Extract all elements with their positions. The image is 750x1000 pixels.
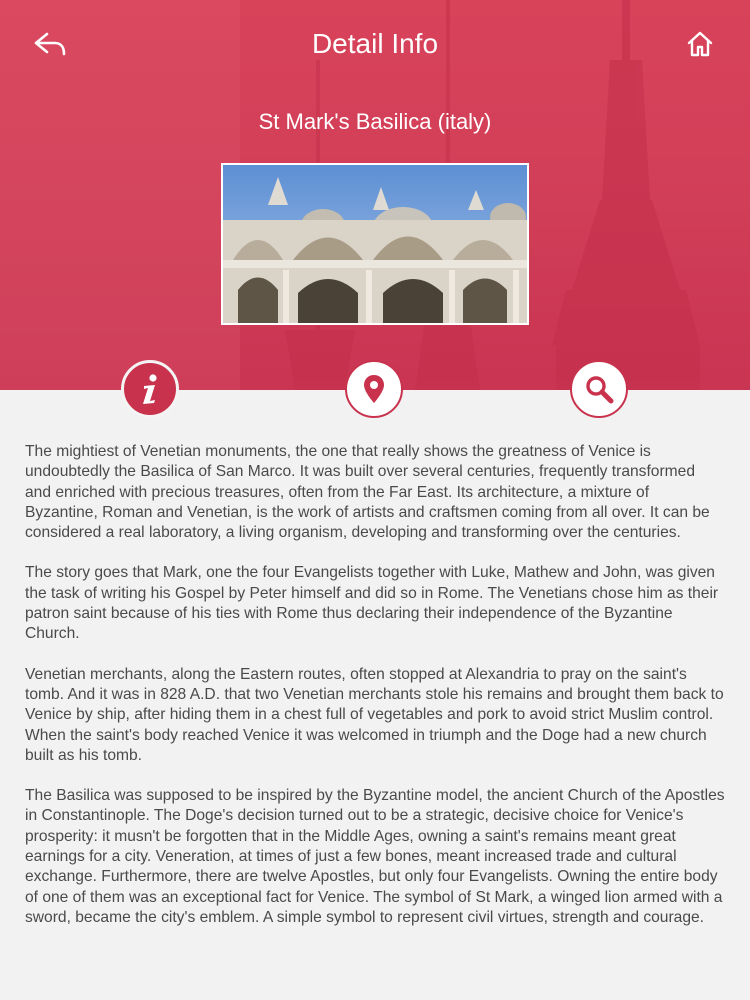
description-paragraph: The story goes that Mark, one the four Evangelists together with Luke, Mathew and John, was given the task of writing his Gospel by Peter himself and did so in Rome. The Venetians chose him as their patron saint because of his ties with Rome thus declaring their independence of the Byzantine Church. <box>25 564 719 643</box>
place-title: St Mark's Basilica (italy) <box>258 109 492 134</box>
info-button[interactable] <box>121 360 179 418</box>
description-text <box>25 442 725 948</box>
hero-banner <box>0 0 750 390</box>
location-pin-icon <box>362 373 386 405</box>
page-title: Detail Info <box>311 28 439 59</box>
location-button[interactable] <box>345 360 403 418</box>
basilica-photo <box>221 163 529 325</box>
description-paragraph: The Basilica was supposed to be inspired by the Byzantine model, the ancient Church of the Apostles in Constantinople. The Doge's decision turned out to be a strategic, decisive choice for Venice's prosperity: it musn't be forgotten that in the Middle Ages, owning a saint's remains meant great earnings for a city. Veneration, at times of just a few bones, meant increased trade and cultural exchange. Furthermore, there are twelve Apostles, but only four Evangelists. Owning the entire body of one of them was an exceptional fact for Venice. The symbol of St Mark, a winged lion armed with a sword, became the city's emblem. A simple symbol to represent civil virtues, strength and courage. <box>25 787 725 926</box>
home-button[interactable] <box>680 24 720 64</box>
description-paragraph: Venetian merchants, along the Eastern routes, often stopped at Alexandria to pray on the saint's tomb. And it was in 828 A.D. that two Venetian merchants stole his remains and brought them back to Venice by ship, after hiding them in a chest full of vegetables and pork to avoid strict Muslim control. When the saint's body reached Venice it was welcomed in triumph and the Doge had a new church built as his tomb. <box>25 665 724 764</box>
detail-nav <box>0 360 750 424</box>
description-paragraph: The mightiest of Venetian monuments, the one that really shows the greatness of Venice is undoubtedly the Basilica of San Marco. It was built over several centuries, frequently transformed and enriched with precious treasures, often from the Far East. Its architecture, a mixture of Byzantine, Roman and Venetian, is the work of artists and craftsmen coming from all over. It can be considered a real laboratory, a living organism, developing and transforming over the centuries. <box>25 443 710 542</box>
top-bar <box>0 0 750 90</box>
search-icon <box>583 373 615 405</box>
info-icon <box>135 372 165 406</box>
search-button[interactable] <box>570 360 628 418</box>
home-icon <box>685 29 715 59</box>
